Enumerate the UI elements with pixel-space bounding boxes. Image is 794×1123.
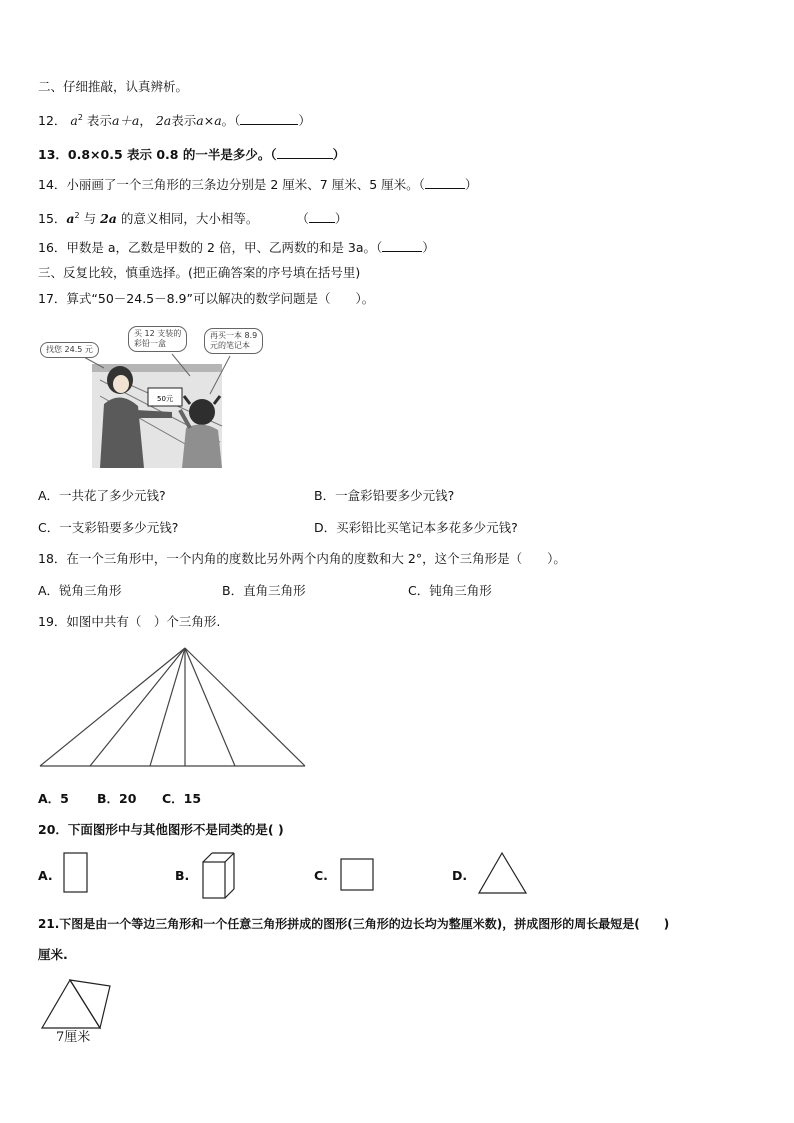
section-2-heading: 二、仔细推敲，认真辨析。 [38,79,189,94]
q19-inner-line-2 [150,648,185,766]
q15-var-a: a [66,211,75,227]
q15-expr: 2a [100,211,117,227]
q17-cashier-face [113,375,129,393]
q17-option-a[interactable]: A．一共花了多少元钱? [38,488,166,503]
q12-var-a: a [70,113,78,129]
question-14 [38,177,477,193]
q17-option-c[interactable]: C．一支彩铅要多少元钱? [38,520,179,535]
q12-expr-2: 2a [155,113,172,129]
q17-bubble-change-text: 找您 24.5 元 [46,345,93,354]
question-21-stem-line1: 21.下图是由一个等边三角形和一个任意三角形拼成的图形(三角形的边长均为整厘米数)，拼成图形的周长最短是( ) [38,917,670,931]
q17-banknote-label: 50元 [157,395,173,403]
q12-text-2: 表示 [171,113,197,129]
q12-close: ） [298,113,311,129]
q20-square-shape[interactable] [340,858,376,892]
q18-option-b[interactable]: B．直角三角形 [222,583,306,598]
q20-option-d-label[interactable]: D. [452,868,468,883]
q19-right-edge [185,648,305,766]
q15-open: （ [296,211,309,227]
question-20-stem: 20．下面图形中与其他图形不是同类的是( ) [38,822,284,837]
q15-exponent: 2 [74,211,80,220]
q17-option-d[interactable]: D．买彩铅比买笔记本多花多少元钱? [314,520,518,535]
q18-option-c[interactable]: C．钝角三角形 [408,583,492,598]
q17-bubble-pencils-line2: 彩铅一盒 [134,339,166,348]
q15-mid: 与 [79,211,101,227]
q20-cuboid-shape[interactable] [202,852,236,900]
q14-close: ） [464,177,478,192]
q12-expr-1: a＋a [111,113,140,129]
question-21-stem-line2: 厘米. [38,947,68,962]
q15-answer-blank[interactable] [309,212,335,223]
q17-girl-head [189,399,215,425]
question-18-stem: 18．在一个三角形中，一个内角的度数比另外两个内角的度数和大 2°，这个三角形是（ ）。 [38,551,566,566]
q17-cashier-body [100,397,144,468]
q20-triangle-shape[interactable] [477,851,529,895]
q19-inner-line-4 [185,648,235,766]
section-3-heading: 三、反复比较，慎重选择。(把正确答案的序号填在括号里) [38,265,361,280]
q20-option-b-label[interactable]: B. [175,868,190,883]
q16-close: ） [422,240,435,255]
q17-bubble-notebook-line1: 再买一本 8.9 [210,331,258,340]
q12-answer-blank[interactable] [240,114,298,125]
q20-rectangle-shape[interactable] [63,852,89,894]
q19-option-c[interactable]: C．15 [162,791,202,806]
q17-option-b[interactable]: B．一盒彩铅要多少元钱? [314,488,455,503]
q17-illustration [40,324,290,469]
q12-expr-3: a×a [196,113,222,129]
q13-answer-blank[interactable] [277,148,333,159]
q15-number: 15． [38,211,67,227]
q21-arbitrary-triangle [70,980,110,1028]
q14-answer-blank[interactable] [425,178,465,189]
question-13 [38,147,345,163]
q13-close: ） [332,147,346,162]
q21-composite-triangles [38,976,114,1032]
q20-option-c-label[interactable]: C. [314,868,328,883]
question-12 [38,110,311,129]
q19-option-b[interactable]: B．20 [97,791,137,806]
q17-bubble-notebook-line2: 元的笔记本 [210,341,250,350]
q12-number: 12． [38,113,67,129]
q19-inner-line-1 [90,648,185,766]
q17-girl-body [182,424,222,468]
question-17-stem: 17．算式“50－24.5－8.9”可以解决的数学问题是（ ）。 [38,291,375,306]
q12-exponent: 2 [77,113,83,122]
q21-side-label: 7厘米 [56,1030,91,1045]
q12-comma: ， [139,113,152,129]
q18-option-a[interactable]: A．锐角三角形 [38,583,122,598]
q17-bubble-change [40,342,99,358]
q15-rest: 的意义相同，大小相等。 [116,211,259,227]
q20-option-a-label[interactable]: A. [38,868,53,883]
question-19-stem: 19．如图中共有（ ）个三角形. [38,614,221,629]
q19-left-edge [40,648,185,766]
question-16 [38,240,435,256]
q14-text: 14．小丽画了一个三角形的三条边分别是 2 厘米、7 厘米、5 厘米。（ [38,177,425,192]
q17-bubble-pencils [128,326,187,352]
q17-bubble-notebook [204,328,263,354]
q12-open: 。（ [221,113,241,129]
q16-answer-blank[interactable] [382,241,422,252]
q21-equilateral-triangle [42,980,100,1028]
q16-text: 16．甲数是 a，乙数是甲数的 2 倍，甲、乙两数的和是 3a。（ [38,240,383,255]
q15-close: ） [334,211,348,227]
q19-triangle-figure [40,645,310,770]
q19-option-a[interactable]: A．5 [38,791,69,806]
q12-text-1: 表示 [86,113,112,129]
question-15 [38,208,347,227]
q13-text: 13．0.8×0.5 表示 0.8 的一半是多少。（ [38,147,277,162]
q17-bubble-pencils-line1: 买 12 支装的 [134,329,182,338]
